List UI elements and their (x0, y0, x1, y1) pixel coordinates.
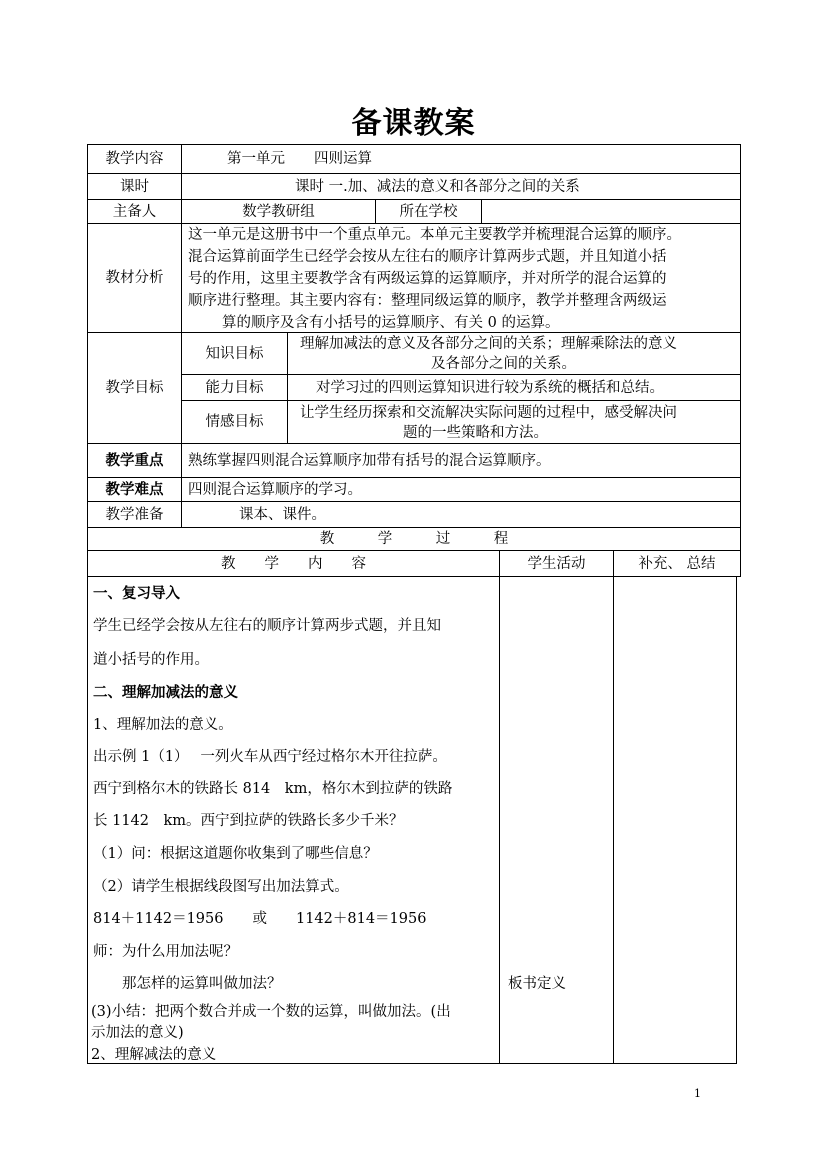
summary-line: 示加法的意义) (91, 1025, 184, 1041)
school-label-cell (375, 199, 482, 224)
analysis-value-cell (181, 223, 741, 333)
content-label: 教学内容 (105, 151, 164, 167)
column-activity: 学生活动 (527, 555, 586, 572)
process-summary-cell (613, 576, 737, 1064)
content-label-cell (87, 144, 182, 174)
preparer-value-cell (181, 199, 376, 224)
column-content: 教 学 内 容 (221, 555, 366, 572)
emotion-line: 让学生经历探索和交流解决实际问题的过程中，感受解决问 (300, 405, 677, 421)
prep-label: 教学准备 (105, 506, 164, 523)
page-title: 备课教案 (351, 106, 476, 141)
column-content-cell (87, 550, 500, 577)
analysis-line: 号的作用，这里主要教学含有两级运算的运算顺序，并对所学的混合运算的 (188, 271, 667, 287)
teacher-question: 那怎样的运算叫做加法？ (93, 976, 282, 992)
example-line: 出示例 1（1） 一列火车从西宁经过格尔木开往拉萨。 (93, 749, 447, 765)
preparer-value: 数学教研组 (242, 203, 315, 220)
formula-line: 814＋1142＝1956 或 1142＋814＝1956 (93, 911, 427, 927)
question-line: （2）请学生根据线段图写出加法算式。 (93, 879, 349, 895)
analysis-line: 顺序进行整理。其主要内容有：整理同级运算的顺序，教学并整理含两级运 (188, 293, 667, 309)
process-item: 2、理解减法的意义 (91, 1047, 217, 1063)
analysis-label: 教材分析 (105, 270, 164, 286)
difficulty-label-cell (87, 477, 182, 502)
content-value: 第一单元 四则运算 (227, 151, 372, 167)
period-value: 课时 一.加、减法的意义和各部分之间的关系 (295, 178, 580, 195)
school-label: 所在学校 (399, 203, 458, 220)
content-value-cell (181, 144, 741, 174)
knowledge-value-cell (287, 332, 741, 375)
preparer-label: 主备人 (112, 203, 157, 220)
key-label: 教学重点 (105, 451, 164, 469)
analysis-label-cell (87, 223, 182, 333)
process-item: 1、理解加法的意义。 (93, 717, 233, 733)
process-header: 教 学 过 程 (319, 531, 509, 547)
key-value-cell (181, 443, 741, 478)
activity-note: 板书定义 (508, 976, 566, 992)
difficulty-label: 教学难点 (105, 480, 164, 498)
emotion-line: 题的一些策略和方法。 (403, 425, 548, 441)
goals-label: 教学目标 (105, 380, 164, 396)
section-heading-review: 一、复习导入 (93, 585, 180, 602)
example-line: 长 1142 km。西宁到拉萨的铁路长多少千米？ (93, 813, 404, 829)
teacher-question: 师：为什么用加法呢？ (93, 944, 238, 960)
analysis-line: 混合运算前面学生已经学会按从左往右的顺序计算两步式题，并且知道小括 (188, 249, 667, 265)
page-number: 1 (694, 1087, 701, 1100)
goals-label-cell (87, 332, 182, 444)
column-summary: 补充、 总结 (638, 555, 716, 572)
example-line: 西宁到格尔木的铁路长 814 km，格尔木到拉萨的铁路 (93, 781, 453, 797)
period-label-cell (87, 173, 182, 200)
knowledge-label-cell (181, 332, 288, 375)
school-value-cell (481, 199, 741, 224)
knowledge-line: 理解加减法的意义及各部分之间的关系；理解乘除法的意义 (300, 336, 677, 352)
column-activity-cell (499, 550, 614, 577)
key-value: 熟练掌握四则混合运算顺序加带有括号的混合运算顺序。 (188, 452, 551, 469)
analysis-line: 算的顺序及含有小括号的运算顺序、有关 0 的运算。 (222, 315, 560, 331)
summary-line: (3)小结：把两个数合并成一个数的运算，叫做加法。(出 (91, 1004, 451, 1020)
process-header-cell (87, 527, 741, 551)
process-paragraph-line: 学生已经学会按从左往右的顺序计算两步式题，并且知 (93, 618, 441, 634)
prep-value: 课本、课件。 (239, 506, 326, 523)
process-paragraph-line: 道小括号的作用。 (93, 652, 209, 668)
difficulty-value: 四则混合运算顺序的学习。 (188, 481, 362, 498)
ability-value: 对学习过的四则运算知识进行较为系统的概括和总结。 (316, 379, 664, 396)
period-label: 课时 (120, 178, 149, 195)
question-line: （1）问：根据这道题你收集到了哪些信息？ (93, 846, 378, 862)
prep-label-cell (87, 501, 182, 528)
preparer-label-cell (87, 199, 182, 224)
ability-value-cell (287, 374, 741, 401)
knowledge-label: 知识目标 (205, 345, 264, 362)
difficulty-value-cell (181, 477, 741, 502)
emotion-label-cell (181, 400, 288, 444)
knowledge-line: 及各部分之间的关系。 (431, 356, 576, 372)
emotion-value-cell (287, 400, 741, 444)
emotion-label: 情感目标 (205, 414, 264, 430)
period-value-cell (181, 173, 741, 200)
analysis-line: 这一单元是这册书中一个重点单元。本单元主要教学并梳理混合运算的顺序。 (188, 227, 681, 243)
key-label-cell (87, 443, 182, 478)
section-heading-meaning: 二、理解加减法的意义 (93, 684, 238, 701)
column-summary-cell (613, 550, 741, 577)
ability-label-cell (181, 374, 288, 401)
prep-value-cell (181, 501, 741, 528)
ability-label: 能力目标 (205, 379, 264, 396)
